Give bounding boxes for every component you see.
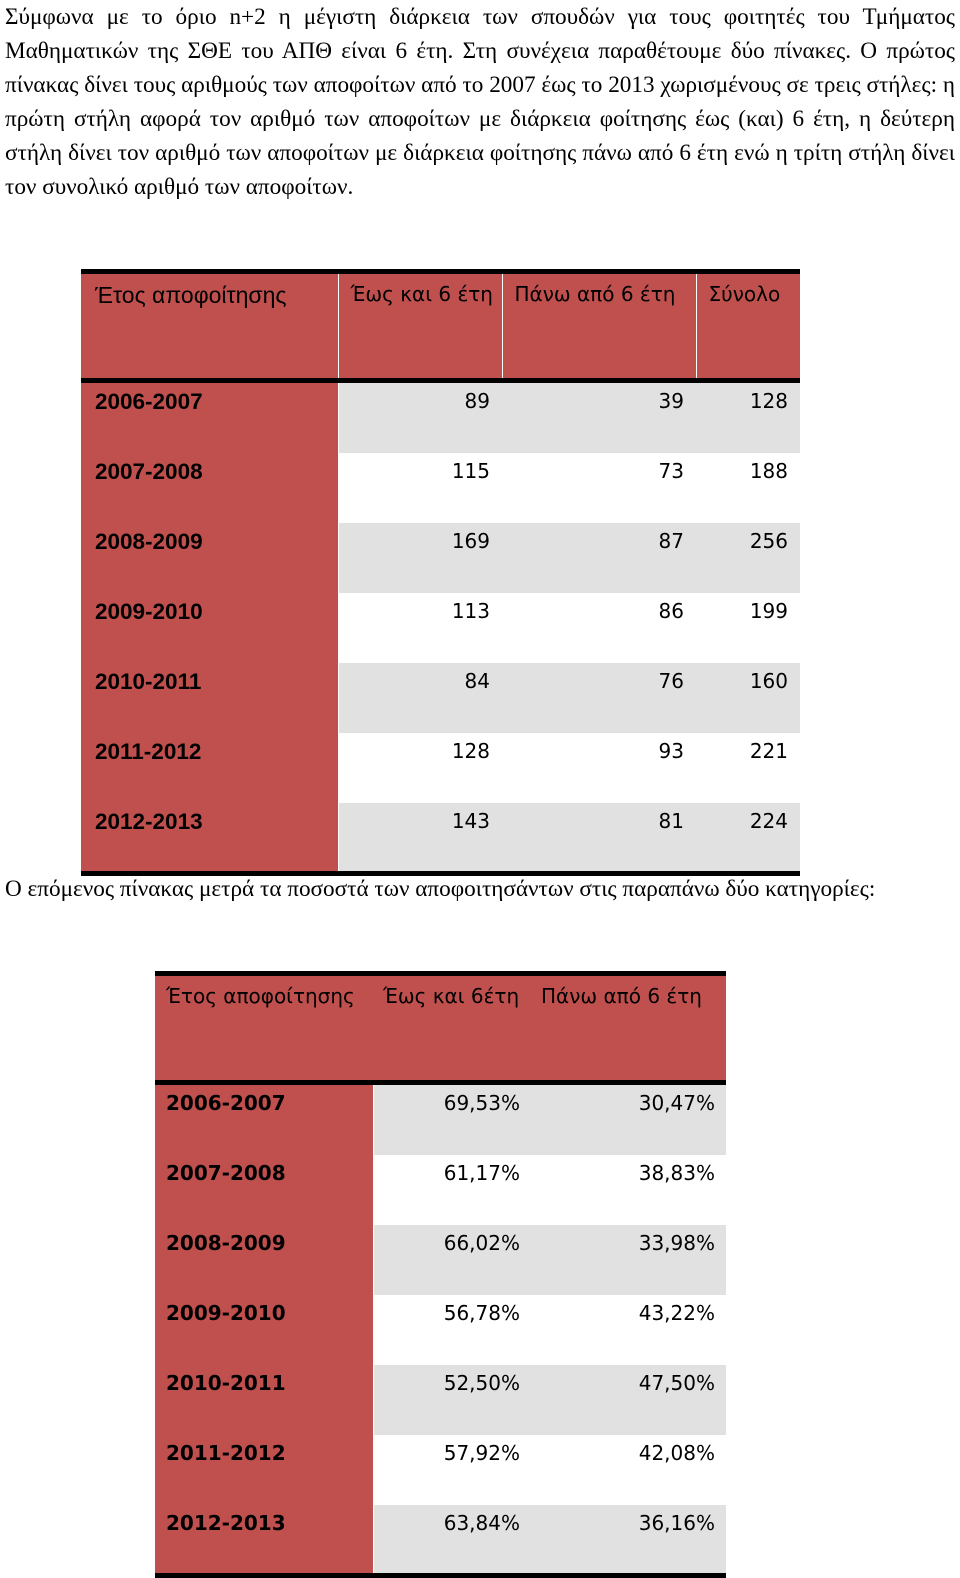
percent-table-intro-paragraph: Ο επόμενος πίνακας μετρά τα ποσοστά των αποφοιτησάντων στις παραπάνω δύο κατηγορίες:: [5, 876, 876, 902]
up-to-6-percent-cell: 52,50%: [373, 1365, 531, 1435]
header-up-to-6-years: Έως και 6έτη: [373, 974, 531, 1083]
year-cell: 2008-2009: [81, 523, 338, 593]
total-cell: 199: [696, 593, 800, 663]
up-to-6-percent-cell: 69,53%: [373, 1083, 531, 1156]
year-cell: 2008-2009: [155, 1225, 373, 1295]
graduates-count-table: [81, 269, 800, 876]
over-6-percent-cell: 38,83%: [531, 1155, 726, 1225]
year-cell: 2012-2013: [155, 1505, 373, 1576]
year-cell: 2009-2010: [81, 593, 338, 663]
over-6-percent-cell: 47,50%: [531, 1365, 726, 1435]
table-row: [155, 1365, 726, 1435]
up-to-6-percent-cell: 63,84%: [373, 1505, 531, 1576]
over-6-cell: 86: [502, 593, 696, 663]
table-row: [81, 593, 800, 663]
over-6-percent-cell: 36,16%: [531, 1505, 726, 1576]
up-to-6-cell: 143: [338, 803, 502, 874]
header-graduation-year: Έτος αποφοίτησης: [81, 272, 338, 381]
total-cell: 224: [696, 803, 800, 874]
header-total: Σύνολο: [696, 272, 800, 381]
graduates-percent-table: [155, 971, 726, 1578]
total-cell: 256: [696, 523, 800, 593]
total-cell: 128: [696, 381, 800, 454]
year-cell: 2010-2011: [155, 1365, 373, 1435]
year-cell: 2006-2007: [81, 381, 338, 454]
up-to-6-cell: 128: [338, 733, 502, 803]
up-to-6-percent-cell: 57,92%: [373, 1435, 531, 1505]
intro-paragraph: Σύμφωνα με το όριο n+2 η μέγιστη διάρκεια των σπουδών για τους φοιτητές του Τμήματος Μαθηματικών της ΣΘΕ του ΑΠΘ είναι 6 έτη. Στη συνέχεια παραθέτουμε δύο πίνακες. Ο πρώτος πίνακας δίνει τους αριθμούς των αποφοίτων από το 2007 έως το 2013 χωρισμένους σε τρεις στήλες: η πρώτη στήλη αφορά τον αριθμό των αποφοίτων με διάρκεια φοίτησης έως (και) 6 έτη, η δεύτερη στήλη δίνει τον αριθμό των αποφοίτων με διάρκεια φοίτησης πάνω από 6 έτη ενώ η τρίτη στήλη δίνει τον συνολικό αριθμό των αποφοίτων.: [5, 4, 955, 200]
up-to-6-cell: 115: [338, 453, 502, 523]
table-row: [81, 803, 800, 874]
year-cell: 2007-2008: [81, 453, 338, 523]
table-row: [81, 523, 800, 593]
total-cell: 221: [696, 733, 800, 803]
over-6-percent-cell: 43,22%: [531, 1295, 726, 1365]
table-row: [155, 1225, 726, 1295]
year-cell: 2009-2010: [155, 1295, 373, 1365]
header-over-6-years: Πάνω από 6 έτη: [531, 974, 726, 1083]
table-row: [155, 1505, 726, 1576]
total-cell: 188: [696, 453, 800, 523]
year-cell: 2007-2008: [155, 1155, 373, 1225]
over-6-percent-cell: 30,47%: [531, 1083, 726, 1156]
year-cell: 2006-2007: [155, 1083, 373, 1156]
up-to-6-percent-cell: 66,02%: [373, 1225, 531, 1295]
year-cell: 2011-2012: [81, 733, 338, 803]
table-row: [81, 381, 800, 454]
up-to-6-cell: 89: [338, 381, 502, 454]
over-6-percent-cell: 42,08%: [531, 1435, 726, 1505]
table-row: [155, 1155, 726, 1225]
total-cell: 160: [696, 663, 800, 733]
year-cell: 2010-2011: [81, 663, 338, 733]
over-6-cell: 81: [502, 803, 696, 874]
over-6-cell: 76: [502, 663, 696, 733]
over-6-cell: 87: [502, 523, 696, 593]
over-6-cell: 39: [502, 381, 696, 454]
year-cell: 2011-2012: [155, 1435, 373, 1505]
header-over-6-years: Πάνω από 6 έτη: [502, 272, 696, 381]
table-header-row: [155, 974, 726, 1083]
table-row: [155, 1295, 726, 1365]
table-row: [81, 733, 800, 803]
header-up-to-6-years: Έως και 6 έτη: [338, 272, 502, 381]
up-to-6-cell: 113: [338, 593, 502, 663]
up-to-6-percent-cell: 61,17%: [373, 1155, 531, 1225]
table-row: [155, 1435, 726, 1505]
up-to-6-cell: 84: [338, 663, 502, 733]
table-header-row: [81, 272, 800, 381]
table-row: [81, 453, 800, 523]
year-cell: 2012-2013: [81, 803, 338, 874]
up-to-6-percent-cell: 56,78%: [373, 1295, 531, 1365]
over-6-cell: 73: [502, 453, 696, 523]
over-6-percent-cell: 33,98%: [531, 1225, 726, 1295]
table-row: [81, 663, 800, 733]
table-row: [155, 1083, 726, 1156]
up-to-6-cell: 169: [338, 523, 502, 593]
header-graduation-year: Έτος αποφοίτησης: [155, 974, 373, 1083]
over-6-cell: 93: [502, 733, 696, 803]
